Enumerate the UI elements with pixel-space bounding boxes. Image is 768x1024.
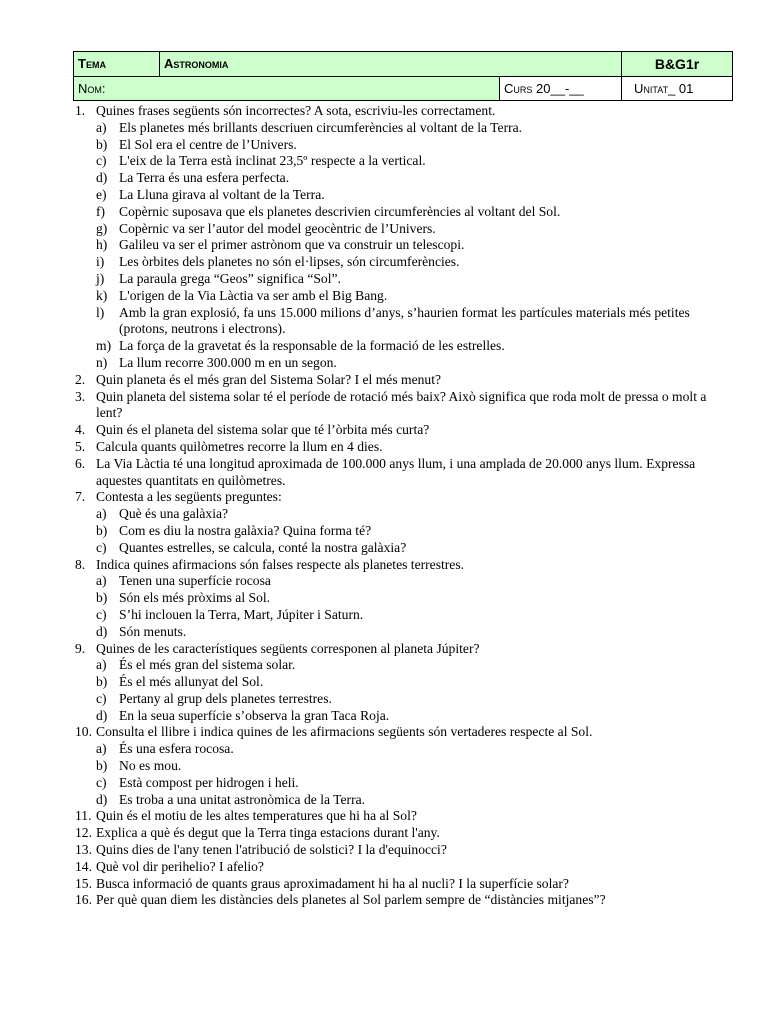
question-number: 6. (75, 455, 86, 471)
question-text: Consulta el llibre i indica quines de les afirmacions següents són vertaderes respecte al Sol. (96, 724, 593, 740)
sub-item-letter: c) (96, 774, 107, 790)
question-1 (75, 103, 735, 120)
sub-item (75, 254, 735, 271)
sub-item-text: S’hi inclouen la Terra, Mart, Júpiter i Saturn. (119, 606, 364, 622)
question-number: 12. (75, 825, 92, 841)
sub-item-letter: j) (96, 270, 105, 286)
question-number: 2. (75, 371, 86, 387)
question-7 (75, 489, 735, 506)
sub-item-text: Com es diu la nostra galàxia? Quina forma té? (119, 522, 372, 538)
course-code: B&G1r (622, 52, 733, 77)
sub-item-letter: a) (96, 657, 107, 673)
sub-item-letter: d) (96, 623, 108, 639)
sub-item (75, 775, 735, 792)
sub-item (75, 792, 735, 809)
sub-item-letter: g) (96, 220, 108, 236)
sub-item-text: En la seua superfície s’observa la gran Taca Roja. (119, 707, 390, 723)
sub-item-text: Són menuts. (119, 623, 187, 639)
sub-item-text: La Lluna girava al voltant de la Terra. (119, 186, 325, 202)
question-14 (75, 859, 735, 876)
sub-item-letter: h) (96, 237, 108, 253)
sub-item-text: És el més gran del sistema solar. (119, 657, 296, 673)
question-text: Indica quines afirmacions són falses respecte als planetes terrestres. (96, 556, 465, 572)
sub-item-text: La força de la gravetat és la responsable de la formació de les estrelles. (119, 338, 505, 354)
question-number: 9. (75, 640, 86, 656)
question-13 (75, 842, 735, 859)
sub-item (75, 204, 735, 221)
sub-item-letter: d) (96, 791, 108, 807)
question-15 (75, 876, 735, 893)
question-text: Calcula quants quilòmetres recorre la llum en 4 dies. (96, 438, 383, 454)
question-number: 14. (75, 858, 92, 874)
sub-item-letter: d) (96, 707, 108, 723)
tema-value: Astronomia (160, 52, 622, 77)
question-text: Busca informació de quants graus aproximadament hi ha al nucli? I la superfície solar? (96, 875, 569, 891)
sub-item-text: Amb la gran explosió, fa uns 15.000 milions d’anys, s’haurien format les partícules materials més petites (protons, neutrons i electrons). (119, 304, 690, 337)
question-4 (75, 422, 735, 439)
header-table (73, 51, 733, 101)
question-number: 3. (75, 388, 86, 404)
sub-item (75, 338, 735, 355)
question-number: 8. (75, 556, 86, 572)
question-6 (75, 456, 735, 490)
sub-item (75, 691, 735, 708)
question-number: 1. (75, 103, 86, 118)
sub-item-text: Es troba a una unitat astronòmica de la Terra. (119, 791, 366, 807)
tema-label: Tema (74, 52, 160, 77)
sub-item-letter: b) (96, 590, 108, 606)
sub-item (75, 137, 735, 154)
question-text: Quines frases següents són incorrectes? A sota, escriviu-les correctament. (96, 103, 496, 118)
sub-item-text: Pertany al grup dels planetes terrestres. (119, 690, 332, 706)
sub-item-text: La Terra és una esfera perfecta. (119, 170, 290, 186)
unitat-field[interactable]: Unitat_ 01 (622, 76, 733, 101)
sub-item (75, 221, 735, 238)
sub-item-letter: b) (96, 136, 108, 152)
question-text: Quins dies de l'any tenen l'atribució de solstici? I la d'equinocci? (96, 842, 447, 858)
sub-item (75, 758, 735, 775)
sub-item-text: Què és una galàxia? (119, 506, 229, 522)
question-number: 15. (75, 875, 92, 891)
sub-item (75, 355, 735, 372)
sub-item (75, 305, 735, 339)
question-text: Què vol dir perihelio? I afelio? (96, 858, 264, 874)
sub-item-letter: c) (96, 539, 107, 555)
sub-item-letter: a) (96, 573, 107, 589)
sub-item-text: L'origen de la Via Làctia va ser amb el Big Bang. (119, 287, 388, 303)
question-12 (75, 825, 735, 842)
question-number: 4. (75, 422, 86, 438)
sub-item-letter: a) (96, 506, 107, 522)
curs-field[interactable]: Curs 20__-__ (500, 76, 622, 101)
sub-item (75, 607, 735, 624)
question-number: 10. (75, 724, 92, 740)
sub-item-letter: m) (96, 338, 112, 354)
sub-item-text: Els planetes més brillants descriuen circumferències al voltant de la Terra. (119, 119, 523, 135)
sub-item-text: Està compost per hidrogen i heli. (119, 774, 299, 790)
sub-item-letter: i) (96, 254, 105, 270)
question-text: Quin planeta és el més gran del Sistema Solar? I el més menut? (96, 371, 442, 387)
sub-item-letter: k) (96, 287, 108, 303)
sub-item (75, 523, 735, 540)
sub-item-letter: b) (96, 674, 108, 690)
sub-item (75, 540, 735, 557)
sub-item-text: La paraula grega “Geos” significa “Sol”. (119, 270, 341, 286)
question-text: Quin planeta del sistema solar té el període de rotació més baix? Això significa que roda molt de pressa o molt a lent? (96, 388, 707, 421)
sub-item (75, 657, 735, 674)
sub-item (75, 590, 735, 607)
question-16 (75, 892, 735, 909)
sub-item-text: El Sol era el centre de l’Univers. (119, 136, 297, 152)
sub-item-letter: n) (96, 354, 108, 370)
question-text: Contesta a les següents preguntes: (96, 489, 282, 505)
sub-item-letter: c) (96, 153, 107, 169)
sub-item-letter: c) (96, 690, 107, 706)
sub-item (75, 170, 735, 187)
sub-item-text: Les òrbites dels planetes no són el·lipses, són circumferències. (119, 254, 460, 270)
question-number: 7. (75, 489, 86, 505)
sub-item-letter: d) (96, 170, 108, 186)
question-number: 5. (75, 438, 86, 454)
sub-item (75, 624, 735, 641)
question-3 (75, 389, 735, 423)
sub-item-text: És una esfera rocosa. (119, 741, 234, 757)
question-9 (75, 641, 735, 658)
sub-item-text: Galileu va ser el primer astrònom que va construir un telescopi. (119, 237, 465, 253)
question-11 (75, 808, 735, 825)
sub-item (75, 120, 735, 137)
sub-item-letter: b) (96, 522, 108, 538)
sub-item (75, 288, 735, 305)
sub-item-letter: e) (96, 186, 107, 202)
question-text: Quin és el motiu de les altes temperatures que hi ha al Sol? (96, 808, 417, 824)
sub-item-text: Tenen una superfície rocosa (119, 573, 271, 589)
sub-item (75, 271, 735, 288)
question-5 (75, 439, 735, 456)
sub-item-letter: a) (96, 741, 107, 757)
sub-item-letter: a) (96, 119, 107, 135)
sub-item-text: Són els més pròxims al Sol. (119, 590, 271, 606)
question-list (75, 103, 735, 909)
sub-item (75, 506, 735, 523)
nom-field[interactable]: Nom: (74, 76, 500, 101)
question-number: 13. (75, 842, 92, 858)
sub-item-letter: c) (96, 606, 107, 622)
question-text: Per què quan diem les distàncies dels planetes al Sol parlem sempre de “distàncies mitjanes”? (96, 892, 606, 908)
question-8 (75, 557, 735, 574)
sub-item (75, 237, 735, 254)
sub-item-text: No es mou. (119, 758, 182, 774)
sub-item (75, 153, 735, 170)
sub-item-letter: f) (96, 203, 106, 219)
question-number: 16. (75, 892, 92, 908)
question-10 (75, 724, 735, 741)
question-2 (75, 372, 735, 389)
sub-item-text: L'eix de la Terra està inclinat 23,5º respecte a la vertical. (119, 153, 426, 169)
question-text: Quin és el planeta del sistema solar que té l’òrbita més curta? (96, 422, 430, 438)
sub-item (75, 741, 735, 758)
question-text: Quines de les característiques següents corresponen al planeta Júpiter? (96, 640, 480, 656)
sub-item-letter: l) (96, 304, 105, 320)
sub-item (75, 708, 735, 725)
sub-item (75, 674, 735, 691)
sub-item-text: Copèrnic suposava que els planetes descrivien circumferències al voltant del Sol. (119, 203, 561, 219)
question-text: Explica a què és degut que la Terra tinga estacions durant l'any. (96, 825, 440, 841)
sub-item-letter: b) (96, 758, 108, 774)
sub-item-text: Quantes estrelles, se calcula, conté la nostra galàxia? (119, 539, 407, 555)
sub-item (75, 573, 735, 590)
sub-item-text: És el més allunyat del Sol. (119, 674, 264, 690)
sub-item (75, 187, 735, 204)
sub-item-text: La llum recorre 300.000 m en un segon. (119, 354, 337, 370)
question-text: La Via Làctia té una longitud aproximada de 100.000 anys llum, i una amplada de 20.000 anys llum. Expressa aquestes quantitats en quilòmetres. (96, 455, 696, 488)
sub-item-text: Copèrnic va ser l’autor del model geocèntric de l’Univers. (119, 220, 436, 236)
question-number: 11. (75, 808, 92, 824)
